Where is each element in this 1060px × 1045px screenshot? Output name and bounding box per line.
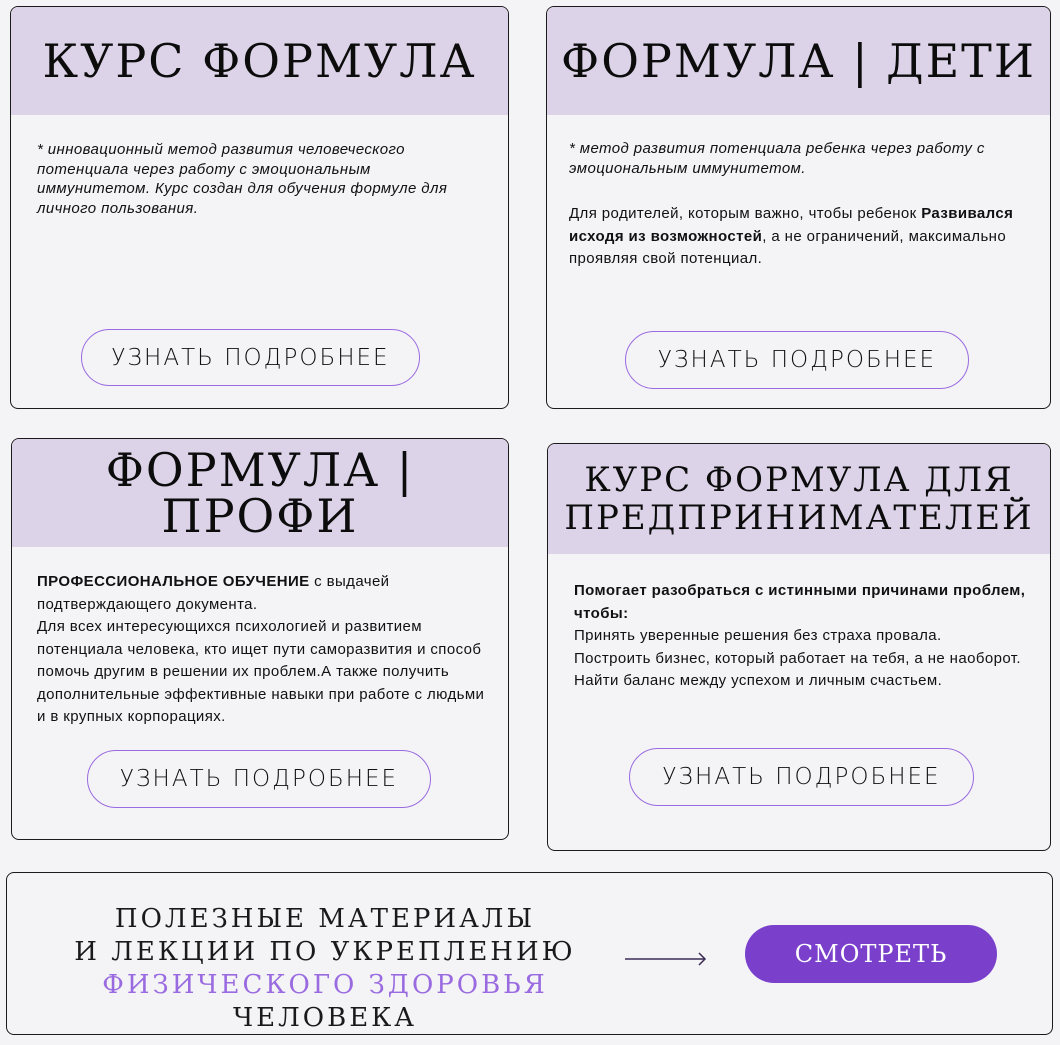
course-card-formula-pro bbox=[11, 438, 509, 840]
card-note: * инновационный метод развития человеческого потенциала через работу с эмоциональным иммунитетом. Курс создан для обучения формуле для личного пользования. bbox=[37, 141, 448, 217]
description-text: , а не ограничений, максимально проявляя свой потенциал. bbox=[569, 227, 1007, 267]
benefit-line-3: Найти баланс между успехом и личным счастьем. bbox=[574, 672, 943, 689]
learn-more-button[interactable]: УЗНАТЬ ПОДРОБНЕЕ bbox=[629, 748, 974, 806]
course-card-formula-kids bbox=[546, 6, 1051, 409]
description-bold: Помогает разобраться с истинными причинами проблем, чтобы: bbox=[574, 582, 1026, 622]
card-paragraph: Для всех интересующихся психологией и развитием потенциала человека, кто ищет пути саморазвития и способ помочь другим в решении их проблем.А также получить дополнительные эффективные навыки при работе с людьми и в крупных корпорациях. bbox=[37, 618, 485, 725]
learn-more-button[interactable]: УЗНАТЬ ПОДРОБНЕЕ bbox=[625, 331, 969, 389]
watch-button[interactable]: СМОТРЕТЬ bbox=[745, 925, 997, 983]
description-bold: Развивался исходя из возможностей bbox=[569, 205, 1014, 245]
description-text: Для родителей, которым важно, чтобы ребенок bbox=[569, 205, 922, 222]
card-header bbox=[547, 7, 1050, 115]
banner-line-1: ПОЛЕЗНЫЕ МАТЕРИАЛЫ bbox=[114, 904, 536, 934]
banner-rest-text: ЧЕЛОВЕКА bbox=[233, 1003, 417, 1033]
card-title: ФОРМУЛА | ПРОФИ bbox=[105, 443, 415, 543]
arrow-right-icon bbox=[625, 952, 707, 966]
card-body bbox=[37, 571, 492, 729]
learn-more-button[interactable]: УЗНАТЬ ПОДРОБНЕЕ bbox=[87, 750, 431, 808]
banner-line-3 bbox=[25, 969, 625, 1035]
card-header bbox=[12, 439, 508, 547]
materials-banner bbox=[6, 872, 1053, 1035]
card-note: * метод развития потенциала ребенка через работу с эмоциональным иммунитетом. bbox=[569, 140, 985, 177]
banner-text bbox=[25, 903, 625, 1035]
course-card-formula bbox=[10, 6, 509, 409]
card-body bbox=[574, 580, 1030, 693]
card-title-line-1: КУРС ФОРМУЛА ДЛЯ bbox=[584, 460, 1014, 500]
card-description bbox=[569, 203, 1030, 271]
card-body bbox=[569, 139, 1030, 271]
card-title-line-2: ПРЕДПРИНИМАТЕЛЕЙ bbox=[564, 498, 1034, 538]
description-bold: ПРОФЕССИОНАЛЬНОЕ ОБУЧЕНИЕ bbox=[37, 573, 310, 590]
card-header bbox=[11, 7, 508, 115]
card-body bbox=[37, 140, 478, 218]
benefit-line-2: Построить бизнес, который работает на тебя, а не наоборот. bbox=[574, 649, 1021, 667]
banner-line-2: И ЛЕКЦИИ ПО УКРЕПЛЕНИЮ bbox=[74, 937, 576, 967]
course-card-formula-entrepreneurs bbox=[547, 443, 1051, 851]
card-title: КУРС ФОРМУЛА bbox=[42, 34, 477, 88]
description-text: с выдачей подтверждающего документа. bbox=[37, 573, 390, 613]
banner-accent-text: ФИЗИЧЕСКОГО ЗДОРОВЬЯ bbox=[102, 970, 548, 1000]
card-description bbox=[37, 571, 492, 616]
benefit-line-1: Принять уверенные решения без страха провала. bbox=[574, 627, 942, 644]
learn-more-button[interactable]: УЗНАТЬ ПОДРОБНЕЕ bbox=[81, 329, 420, 386]
card-header bbox=[548, 444, 1050, 554]
card-title: ФОРМУЛА | ДЕТИ bbox=[561, 34, 1036, 88]
